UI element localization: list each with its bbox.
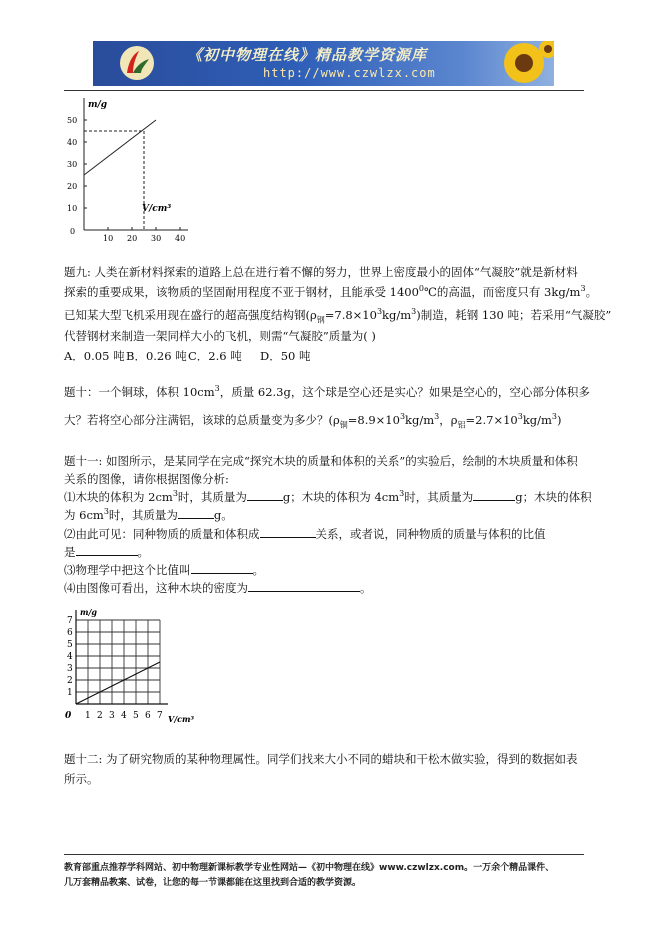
data-line — [84, 120, 156, 175]
answer-blank-5[interactable] — [76, 543, 138, 556]
y-axis-label: m/g — [88, 100, 108, 110]
q11-line2: 关系的图像，请你根据图像分析: — [64, 472, 229, 486]
q11-line8: ⑷由图像可看出，这种木块的密度为 。 — [64, 581, 372, 595]
y-axis-label: m/g — [80, 607, 97, 617]
answer-blank-1[interactable] — [247, 488, 283, 501]
site-logo-icon — [119, 45, 155, 81]
answer-blank-3[interactable] — [178, 506, 214, 519]
footer — [64, 861, 604, 891]
y-tick-label: 50 — [67, 116, 78, 125]
x-tick-label: 5 — [133, 711, 139, 721]
answer-blank-6[interactable] — [191, 561, 253, 574]
q11-line6: 是 。 — [64, 545, 149, 559]
y-tick-label: 5 — [67, 640, 73, 650]
y-tick-label: 20 — [67, 182, 78, 191]
y-tick-label: 30 — [67, 160, 78, 169]
x-tick-label: 40 — [175, 234, 186, 243]
answer-blank-7[interactable] — [248, 579, 360, 592]
q10-line2: 大？若将空心部分注满铝，该球的总质量变为多少？($\rho_铜=8.9\times 10^3kg/m^3$，$\rho_铝=2.7\times 10^3kg/m^3$) — [64, 412, 562, 430]
q10-line1: 题十：一个铜球，体积 $10cm^3$，质量 62.3g，这个球是空心还是实心？如果是空心的，空心部分体积多 — [64, 384, 590, 399]
q11-line3: ⑴木块的体积为 $2cm^3$时，其质量为 g；木块的体积为 $4cm^3$时，其质量为 g；木块的体积 — [64, 489, 592, 504]
x-tick-label: 2 — [97, 711, 103, 721]
sunflower-icon — [484, 41, 554, 86]
graph-mass-volume-1 — [64, 94, 194, 244]
header-rule — [64, 90, 584, 91]
x-tick-label: 7 — [157, 711, 163, 721]
q9-line3: 已知某大型飞机采用现在盛行的超高强度结构钢$(\rho_钢=7.8\times 10^3kg/m^3)$制造，耗钢 130 吨；若采用“气凝胶” — [64, 307, 612, 325]
footer-line2: 几万套精品教案、试卷，让您的每一节课都能在这里找到合适的教学资源。 — [64, 878, 362, 888]
x-axis-label: V/cm³ — [168, 714, 194, 724]
x-tick-label: 20 — [127, 234, 138, 243]
y-tick-label: 4 — [67, 652, 73, 662]
answer-blank-2[interactable] — [473, 488, 515, 501]
banner-url[interactable]: http://www.czwlzx.com — [263, 66, 436, 80]
x-tick-label: 3 — [109, 711, 115, 721]
footer-line1: 教育部重点推荐学科网站、初中物理新课标教学专业性网站—《初中物理在线》www.czwlzx.com。一万余个精品课件、 — [64, 863, 555, 873]
x-tick-label: 6 — [145, 711, 151, 721]
y-tick-label: 1 — [67, 688, 73, 698]
q12-line1: 题十二: 为了研究物质的某种物理属性。同学们找来大小不同的蜡块和干松木做实验，得到的数据如表 — [64, 752, 578, 766]
x-tick-label: 10 — [103, 234, 114, 243]
q9-option-a[interactable]: A．0.05 吨 — [64, 349, 125, 363]
q11-line1: 题十一: 如图所示，是某同学在完成“探究木块的质量和体积的关系”的实验后，绘制的木块质量和体积 — [64, 454, 578, 468]
q9-option-d[interactable]: D．50 吨 — [260, 349, 311, 363]
q12-line2: 所示。 — [64, 772, 99, 786]
q9-line2: 探索的重要成果，该物质的坚固耐用程度不亚于钢材，且能承受 1400$^0$℃的高温，而密度只有 $3kg/m^3$。 — [64, 284, 598, 299]
q11-line7: ⑶物理学中把这个比值叫 。 — [64, 563, 264, 577]
graph-mass-volume-2 — [60, 604, 200, 728]
origin-label: 0 — [70, 227, 76, 236]
y-tick-label: 10 — [67, 204, 78, 213]
y-tick-label: 2 — [67, 676, 73, 686]
x-axis-label: V/cm³ — [142, 204, 172, 214]
q9-line4: 代替钢材来制造一架同样大小的飞机，则需“气凝胶”质量为( ) — [64, 329, 376, 343]
footer-rule — [64, 854, 584, 855]
y-tick-label: 3 — [67, 664, 73, 674]
x-tick-label: 1 — [85, 711, 91, 721]
q11-line5: ⑵由此可见：同种物质的质量和体积成 关系，或者说，同种物质的质量与体积的比值 — [64, 527, 546, 541]
q9-option-c[interactable]: C．2.6 吨 — [188, 349, 242, 363]
banner-title: 《初中物理在线》精品教学资源库 — [187, 46, 428, 64]
header-banner — [93, 41, 554, 86]
q9-line1: 题九: 人类在新材料探索的道路上总在进行着不懈的努力，世界上密度最小的固体“气凝胶”就是新材料 — [64, 265, 578, 279]
y-tick-label: 6 — [67, 628, 73, 638]
q11-line4: 为 $6cm^3$时，其质量为 g。 — [64, 507, 233, 522]
x-tick-label: 4 — [121, 711, 127, 721]
y-tick-label: 40 — [67, 138, 78, 147]
x-tick-label: 30 — [151, 234, 162, 243]
q9-option-b[interactable]: B．0.26 吨 — [126, 349, 187, 363]
answer-blank-4[interactable] — [260, 525, 316, 538]
origin-label: 0 — [65, 711, 72, 721]
y-tick-label: 7 — [67, 616, 73, 626]
